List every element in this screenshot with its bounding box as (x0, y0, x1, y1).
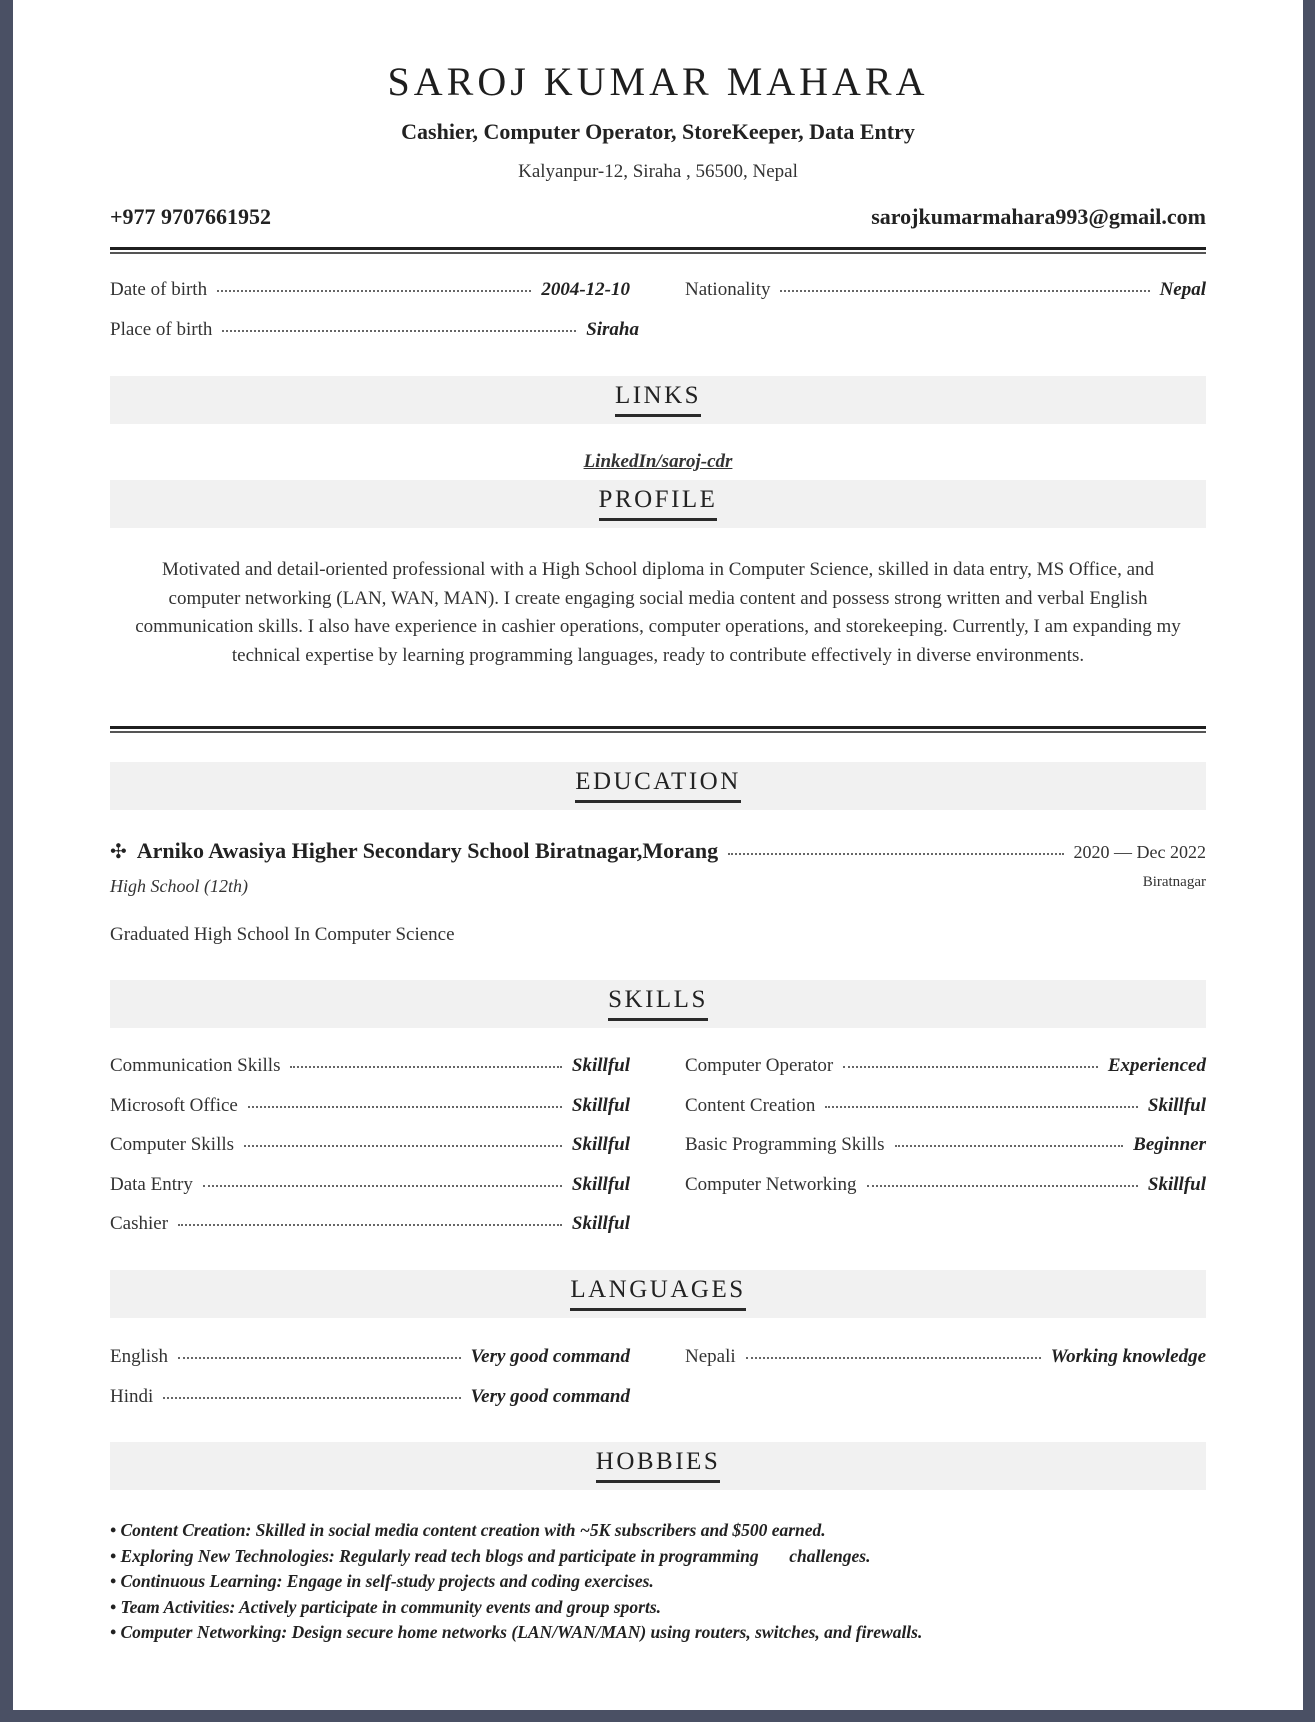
section-title: PROFILE (599, 486, 718, 521)
school-name: Arniko Awasiya Higher Secondary School Biratnagar,Morang (136, 838, 719, 863)
skill-name: Computer Networking (685, 1173, 857, 1195)
skill-level: Beginner (1133, 1134, 1206, 1155)
skill-level: Skillful (1147, 1173, 1206, 1195)
candidate-name: SAROJ KUMAR MAHARA (387, 59, 929, 104)
skills-left-column (110, 1055, 630, 1239)
section-header-education (110, 762, 1206, 810)
clover-bullet-icon: ✣ (110, 841, 127, 863)
skill-row (110, 1213, 630, 1239)
dot-leader (728, 853, 1063, 855)
language-name: English (110, 1346, 169, 1367)
hobby-item: • Continuous Learning: Engage in self-study projects and coding exercises. (110, 1571, 654, 1591)
language-level: Working knowledge (1050, 1346, 1206, 1367)
language-name: Hindi (110, 1385, 154, 1407)
dot-leader (867, 1185, 1138, 1187)
section-header-links (110, 376, 1206, 424)
address: Kalyanpur-12, Siraha , 56500, Nepal (518, 161, 798, 182)
dot-leader (178, 1224, 562, 1226)
section-title: LINKS (615, 382, 701, 417)
languages-left-column (110, 1346, 630, 1412)
hobby-item: • Content Creation: Skilled in social media content creation with ~5K subscribers and $500 earned. (110, 1520, 826, 1540)
skill-level: Skillful (571, 1055, 630, 1076)
detail-date-of-birth (110, 279, 630, 305)
job-titles: Cashier, Computer Operator, StoreKeeper, Data Entry (401, 119, 915, 144)
detail-value: Siraha (586, 319, 639, 340)
email-address[interactable]: sarojkumarmahara993@gmail.com (871, 204, 1206, 229)
hobby-item: • Team Activities: Actively participate in community events and group sports. (110, 1596, 662, 1617)
language-row (110, 1386, 630, 1412)
section-header-hobbies (110, 1442, 1206, 1490)
skill-level: Skillful (571, 1173, 630, 1195)
skill-row (685, 1174, 1206, 1200)
language-row (110, 1346, 630, 1372)
skill-row (685, 1055, 1206, 1081)
dot-leader (222, 330, 576, 332)
skill-name: Microsoft Office (110, 1094, 238, 1116)
education-degree: High School (12th) (110, 876, 248, 896)
dot-leader (178, 1357, 461, 1359)
education-description: Graduated High School In Computer Science (110, 924, 455, 945)
detail-value: Nepal (1159, 279, 1206, 300)
section-title: HOBBIES (596, 1448, 720, 1483)
dot-leader (780, 290, 1149, 292)
skill-name: Content Creation (685, 1094, 816, 1116)
header-divider (110, 247, 1206, 254)
hobby-item: • Computer Networking: Design secure home networks (LAN/WAN/MAN) using routers, switches, and firewalls. (110, 1622, 923, 1642)
detail-label: Place of birth (110, 319, 213, 340)
dot-leader (244, 1145, 562, 1147)
skill-level: Skillful (571, 1213, 630, 1234)
section-header-profile (110, 480, 1206, 528)
detail-place-of-birth (110, 319, 639, 345)
detail-label: Date of birth (110, 279, 208, 300)
detail-value: 2004-12-10 (541, 279, 630, 300)
skill-row (110, 1095, 630, 1121)
skill-level: Skillful (571, 1094, 630, 1116)
skill-row (110, 1055, 630, 1081)
skill-name: Computer Operator (685, 1055, 834, 1076)
skill-name: Communication Skills (110, 1055, 281, 1076)
dot-leader (248, 1106, 562, 1108)
dot-leader (825, 1106, 1138, 1108)
dot-leader (843, 1066, 1098, 1068)
education-entry (110, 838, 1206, 864)
language-name: Nepali (685, 1346, 736, 1367)
skill-name: Computer Skills (110, 1134, 235, 1155)
dot-leader (203, 1185, 562, 1187)
section-title: SKILLS (608, 986, 708, 1021)
skills-right-column (685, 1055, 1206, 1200)
skill-row (685, 1095, 1206, 1121)
resume-page (13, 0, 1303, 1710)
hobby-item: • Exploring New Technologies: Regularly read tech blogs and participate in programming challenges. (110, 1545, 871, 1566)
skill-level: Experienced (1107, 1055, 1206, 1076)
skill-level: Skillful (571, 1134, 630, 1155)
education-location: Biratnagar (1142, 874, 1206, 890)
skill-row (110, 1174, 630, 1200)
profile-divider (110, 726, 1206, 733)
language-row (685, 1346, 1206, 1372)
skill-name: Cashier (110, 1213, 169, 1234)
dot-leader (746, 1357, 1041, 1359)
language-level: Very good command (470, 1385, 630, 1407)
section-title: LANGUAGES (570, 1276, 745, 1311)
section-header-languages (110, 1270, 1206, 1318)
linkedin-link[interactable]: LinkedIn/saroj-cdr (583, 451, 733, 472)
skill-name: Data Entry (110, 1173, 193, 1195)
dot-leader (217, 290, 531, 292)
dot-leader (290, 1066, 561, 1068)
profile-summary: Motivated and detail-oriented professional with a High School diploma in Computer Science, skilled in data entry, MS Office, and computer networking (LAN, WAN, MAN). I create engaging social media content and possess strong written and verbal English communication skills. I also have experience in cashier operations, computer operations, and storekeeping. Currently, I am expanding my technical expertise by learning programming languages, ready to contribute effectively in diverse environments. (135, 559, 1181, 666)
detail-nationality (685, 279, 1206, 305)
phone-number[interactable]: +977 9707661952 (110, 204, 272, 229)
dot-leader (895, 1145, 1124, 1147)
detail-label: Nationality (685, 279, 771, 300)
language-level: Very good command (470, 1346, 630, 1367)
skill-row (685, 1134, 1206, 1160)
education-dates: 2020 — Dec 2022 (1073, 842, 1206, 862)
section-title: EDUCATION (575, 768, 741, 803)
skill-level: Skillful (1147, 1094, 1206, 1116)
skill-name: Basic Programming Skills (685, 1134, 885, 1155)
skill-row (110, 1134, 630, 1160)
hobbies-list (110, 1518, 1206, 1646)
dot-leader (163, 1397, 460, 1399)
section-header-skills (110, 980, 1206, 1028)
languages-right-column (685, 1346, 1206, 1372)
